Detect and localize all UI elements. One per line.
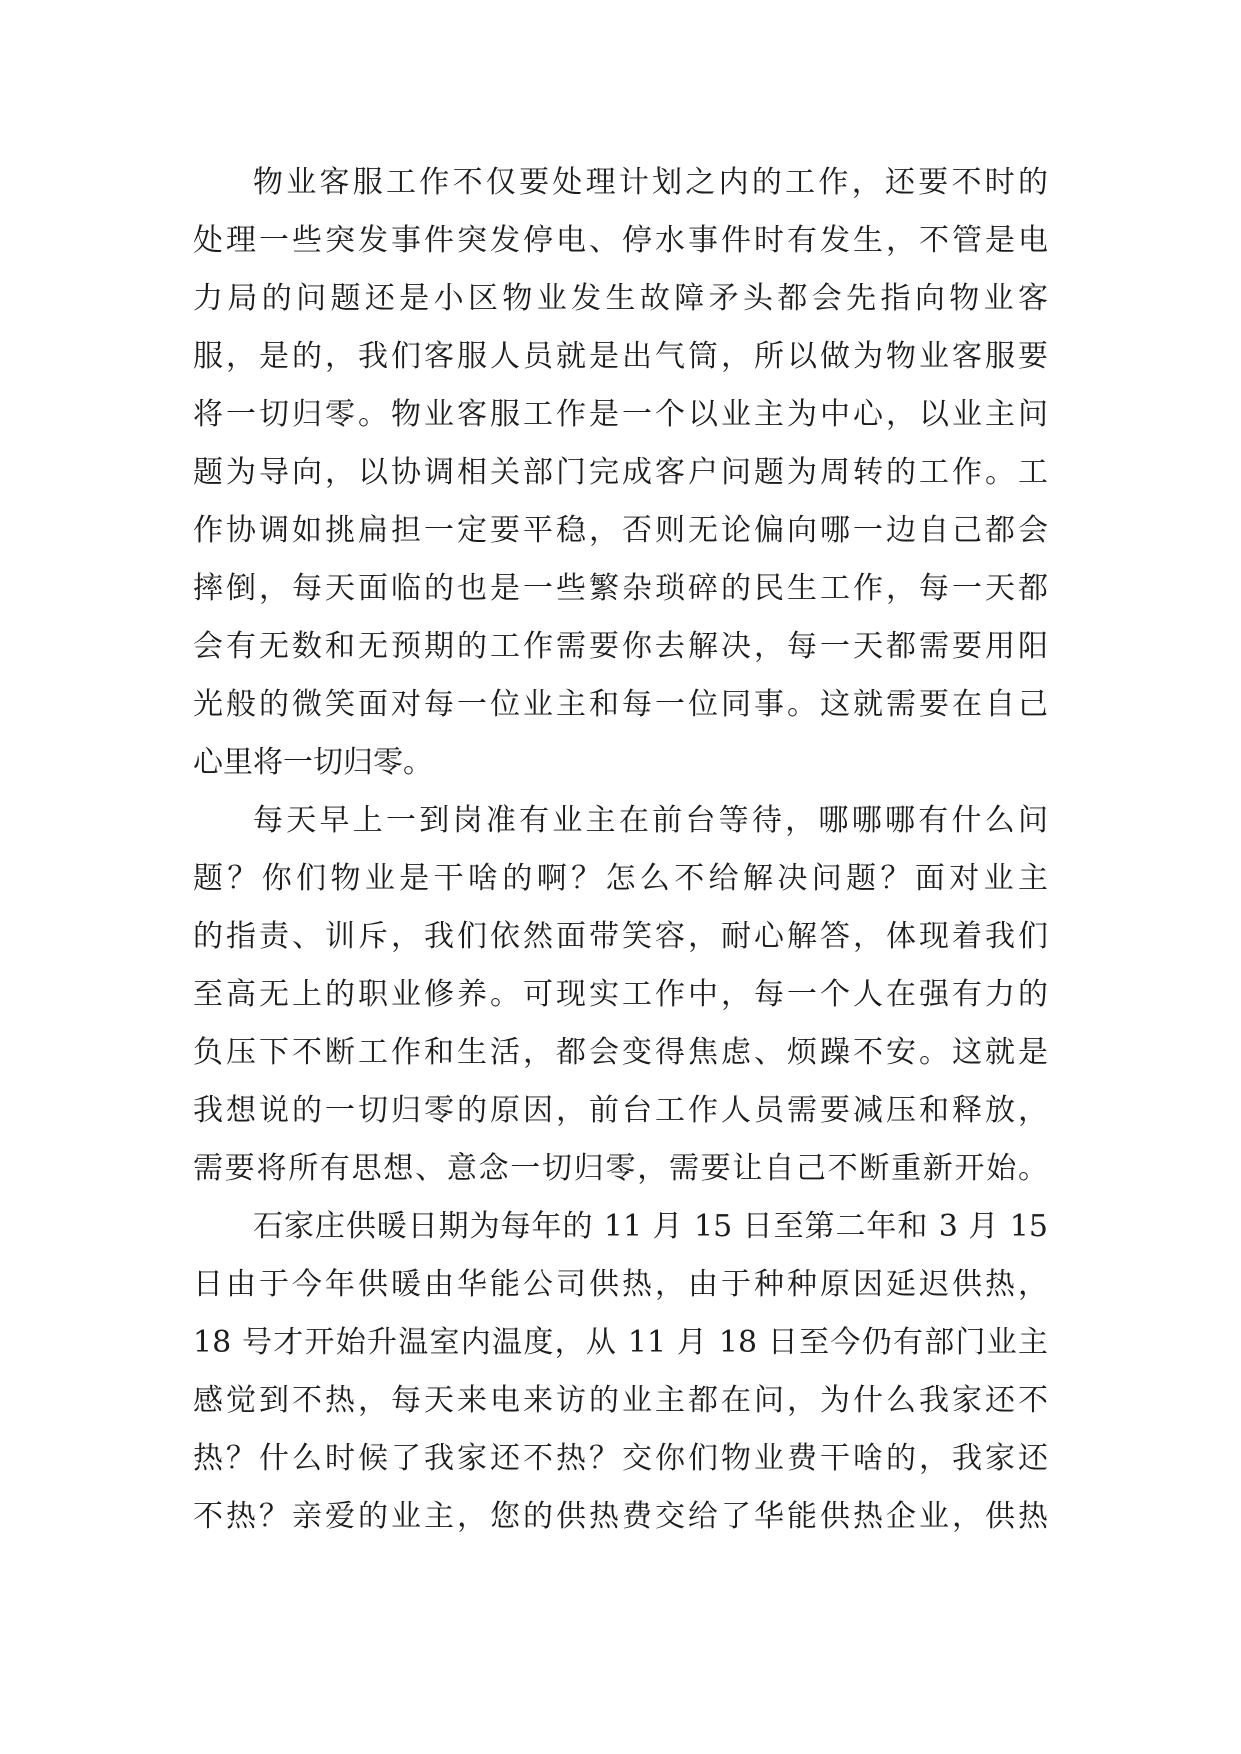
text-line: 每天早上一到岗准有业主在前台等待，哪哪哪有什么问: [253, 803, 1048, 838]
text-line: 的指责、训斥，我们依然面带笑容，耐心解答，体现着我们: [193, 919, 1048, 954]
document-body: [193, 154, 1048, 1546]
text-line: 将一切归零。物业客服工作是一个以业主为中心，以业主问: [193, 397, 1048, 432]
text-line: 作协调如挑扁担一定要平稳，否则无论偏向哪一边自己都会: [193, 513, 1048, 548]
text-line: 不热？亲爱的业主，您的供热费交给了华能供热企业，供热: [193, 1499, 1048, 1534]
text-line: 18 号才开始升温室内温度，从 11 月 18 日至今仍有部门业主: [193, 1325, 1048, 1360]
text-line: 感觉到不热，每天来电来访的业主都在问，为什么我家还不: [193, 1383, 1048, 1418]
text-line: 处理一些突发事件突发停电、停水事件时有发生，不管是电: [193, 223, 1048, 258]
text-line: 光般的微笑面对每一位业主和每一位同事。这就需要在自己: [193, 687, 1048, 722]
text-line: 题？你们物业是干啥的啊？怎么不给解决问题？面对业主: [193, 861, 1048, 896]
text-line: 石家庄供暖日期为每年的 11 月 15 日至第二年和 3 月 15: [253, 1209, 1048, 1244]
text-line: 力局的问题还是小区物业发生故障矛头都会先指向物业客: [193, 281, 1048, 316]
text-line: 需要将所有思想、意念一切归零，需要让自己不断重新开始。: [193, 1151, 1048, 1186]
text-line: 题为导向，以协调相关部门完成客户问题为周转的工作。工: [193, 455, 1048, 490]
text-line: 热？什么时候了我家还不热？交你们物业费干啥的，我家还: [193, 1441, 1048, 1476]
text-line: 心里将一切归零。: [193, 745, 433, 780]
text-line: 日由于今年供暖由华能公司供热，由于种种原因延迟供热，: [193, 1267, 1048, 1302]
text-line: 服，是的，我们客服人员就是出气筒，所以做为物业客服要: [193, 339, 1048, 374]
paragraph: [193, 1198, 1048, 1546]
paragraph: [193, 154, 1048, 792]
text-line: 我想说的一切归零的原因，前台工作人员需要减压和释放，: [193, 1093, 1048, 1128]
text-line: 会有无数和无预期的工作需要你去解决，每一天都需要用阳: [193, 629, 1048, 664]
text-line: 至高无上的职业修养。可现实工作中，每一个人在强有力的: [193, 977, 1048, 1012]
text-line: 摔倒，每天面临的也是一些繁杂琐碎的民生工作，每一天都: [193, 571, 1048, 606]
text-line: 物业客服工作不仅要处理计划之内的工作，还要不时的: [253, 165, 1048, 200]
text-line: 负压下不断工作和生活，都会变得焦虑、烦躁不安。这就是: [193, 1035, 1048, 1070]
paragraph: [193, 792, 1048, 1198]
